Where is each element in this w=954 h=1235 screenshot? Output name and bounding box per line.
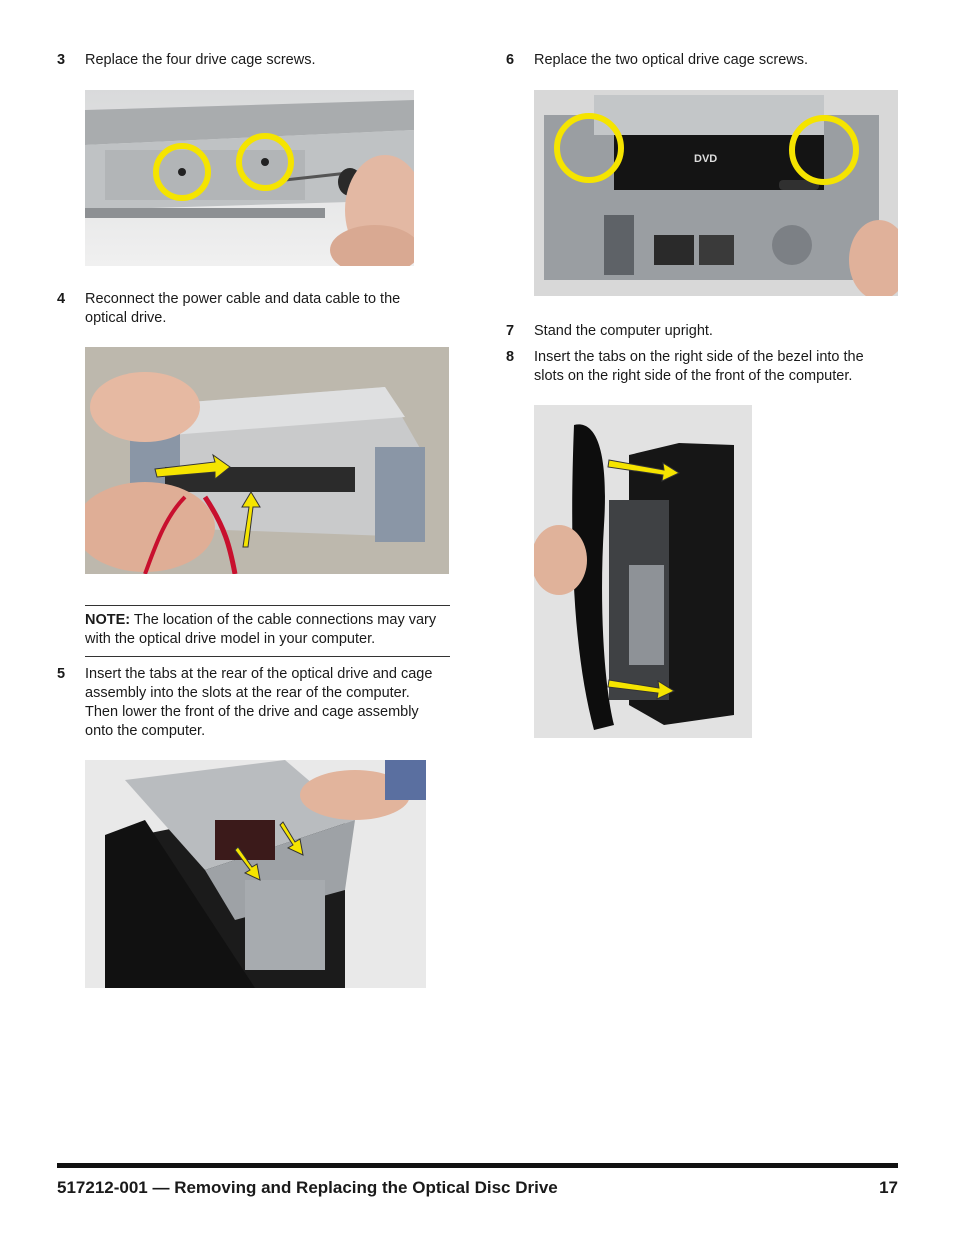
note-box [85,605,450,657]
footer-title: 517212-001 — Removing and Replacing the Optical Disc Drive [57,1178,558,1197]
step-number: 7 [506,323,515,339]
step-number: 6 [506,52,515,68]
step-7 [506,322,906,342]
step-6 [506,51,906,71]
step-number: 3 [57,52,66,68]
step-text: Stand the computer upright. [534,323,713,339]
step-text: Replace the four drive cage screws. [85,52,316,68]
note-label: NOTE: [85,612,131,628]
step-text: Replace the two optical drive cage screws. [534,52,809,68]
step-text: Insert the tabs on the right side of the bezel into the slots on the right side of the front of the computer. [534,349,864,384]
page-number: 17 [879,1178,898,1197]
photo-attach-bezel [534,405,752,738]
step-8 [506,348,906,388]
step-4 [57,290,457,330]
photo-optical-cage-screws [534,90,898,296]
step-number: 4 [57,291,66,307]
photo-lower-cage-assembly [85,760,426,988]
footer-rule [57,1163,898,1168]
photo-drive-cage-screws [85,90,414,266]
step-5 [57,665,457,745]
note-text: The location of the cable connections may vary with the optical drive model in your computer. [85,612,437,647]
step-number: 8 [506,349,515,365]
dvd-logo: DVD [694,153,718,165]
photo-reconnect-cables [85,347,449,574]
step-text: Insert the tabs at the rear of the optical drive and cage assembly into the slots at the rear of the computer. Then lower the front of the drive and cage assembly onto the computer. [85,666,433,739]
step-3 [57,51,457,71]
step-text: Reconnect the power cable and data cable to the optical drive. [85,291,401,326]
step-number: 5 [57,666,66,682]
